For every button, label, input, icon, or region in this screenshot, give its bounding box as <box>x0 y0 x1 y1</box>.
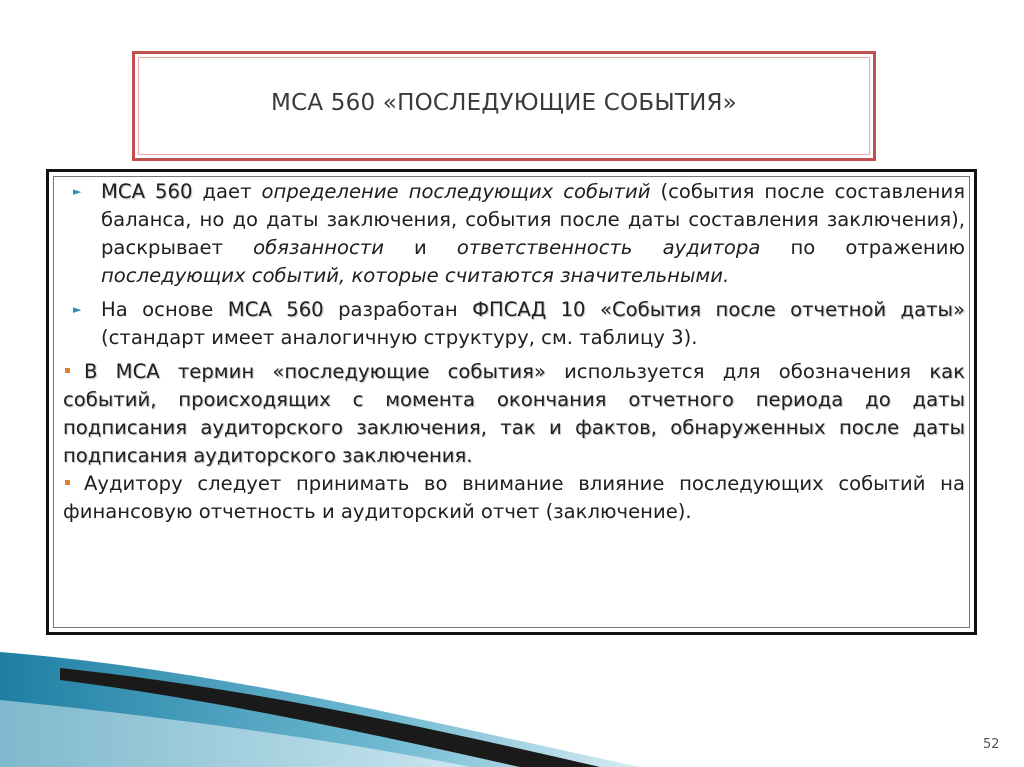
paragraph-msa-560-definition <box>63 178 965 290</box>
text-definition-emphasis: определение последующих событий <box>261 180 651 203</box>
title-frame <box>132 51 876 161</box>
square-bullet-icon <box>65 480 70 485</box>
text-segment: (события после составления баланса, но до даты заключения, события после даты составления заключения), раскрывает <box>101 180 966 259</box>
slide-title: МСА 560 «ПОСЛЕДУЮЩИЕ СОБЫТИЯ» <box>271 90 737 116</box>
text-segment: разработан <box>323 298 473 321</box>
decorative-wave <box>0 640 1024 767</box>
text-duties-emphasis: обязанности <box>253 236 384 259</box>
text-segment: На основе <box>101 298 228 321</box>
text-msa-560-ref: МСА 560 <box>227 298 324 321</box>
text-segment: дает <box>192 180 262 203</box>
text-msa-560: МСА 560 <box>101 180 193 203</box>
paragraph-term-definition <box>63 358 965 470</box>
text-segment: по отражению <box>760 236 965 259</box>
content-body <box>63 178 965 526</box>
text-responsibility-emphasis: ответственность аудитора <box>456 236 761 259</box>
paragraph-fpsad-10 <box>63 296 965 352</box>
text-term-scope-emphasis: как событий, происходящих с момента окончания отчетного периода до даты подписания аудиторского заключения, так и фактов, обнаруженных после даты подписания аудиторского заключения. <box>63 360 965 467</box>
arrow-bullet-icon: ► <box>73 303 82 316</box>
arrow-bullet-icon: ► <box>73 185 82 198</box>
text-fpsad-10-title: ФПСАД 10 «События после отчетной даты» <box>472 298 965 321</box>
page-number: 52 <box>983 737 1000 752</box>
text-term-emphasis: В МСА термин «последующие события» <box>84 360 546 383</box>
text-segment: Аудитору следует принимать во внимание влияние последующих событий на финансовую отчетность и аудиторский отчет (заключение). <box>63 472 965 523</box>
text-significant-events-emphasis: последующих событий, которые считаются значительными. <box>101 264 730 287</box>
square-bullet-icon <box>65 368 70 373</box>
content-frame <box>46 169 977 635</box>
text-segment: используется для обозначения <box>545 360 930 383</box>
paragraph-auditor-consideration <box>63 470 965 526</box>
text-segment: (стандарт имеет аналогичную структуру, см. таблицу 3). <box>101 326 698 349</box>
text-segment: и <box>383 236 457 259</box>
